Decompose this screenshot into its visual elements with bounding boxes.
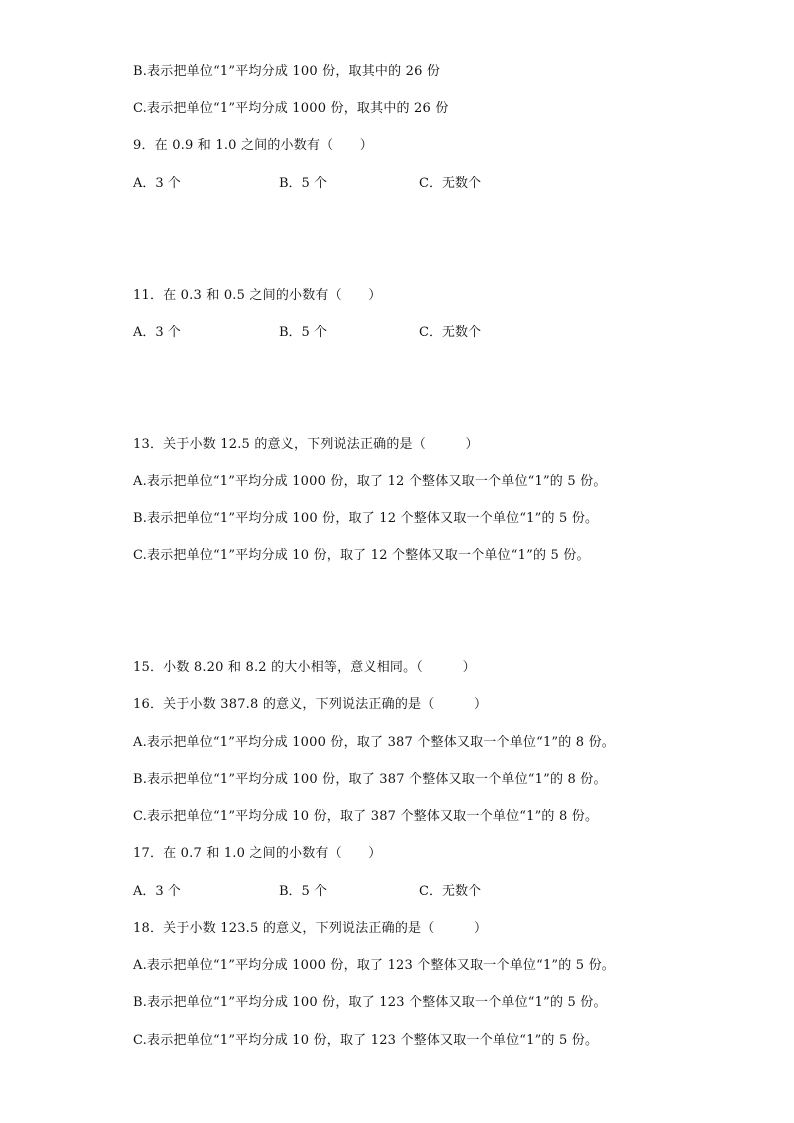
q11-text: 11．在 0.3 和 0.5 之间的小数有（ ） xyxy=(133,288,382,303)
q8-option-b: B.表示把单位“1”平均分成 100 份，取其中的 26 份 xyxy=(133,64,441,79)
q17-option-c: C．无数个 xyxy=(419,884,481,899)
q11-option-a: A．3 个 xyxy=(133,325,181,340)
q18-option-b: B.表示把单位“1”平均分成 100 份，取了 123 个整体又取一个单位“1”的 5 份。 xyxy=(133,995,607,1010)
q11-option-b: B．5 个 xyxy=(279,325,327,340)
q17-option-a: A．3 个 xyxy=(133,884,181,899)
q16-text: 16．关于小数 387.8 的意义，下列说法正确的是（ ） xyxy=(133,697,488,712)
q16-option-b: B.表示把单位“1”平均分成 100 份，取了 387 个整体又取一个单位“1”的 8 份。 xyxy=(133,772,607,787)
q13-text: 13．关于小数 12.5 的意义，下列说法正确的是（ ） xyxy=(133,437,479,452)
q16-option-a: A.表示把单位“1”平均分成 1000 份，取了 387 个整体又取一个单位“1”的 8 份。 xyxy=(133,735,616,750)
q9-option-a: A．3 个 xyxy=(133,176,181,191)
q18-option-a: A.表示把单位“1”平均分成 1000 份，取了 123 个整体又取一个单位“1”的 5 份。 xyxy=(133,958,616,973)
q13-option-c: C.表示把单位“1”平均分成 10 份，取了 12 个整体又取一个单位“1”的 5 份。 xyxy=(133,548,590,563)
q17-text: 17．在 0.7 和 1.0 之间的小数有（ ） xyxy=(133,846,382,861)
q15-text: 15．小数 8.20 和 8.2 的大小相等，意义相同。（ ） xyxy=(133,660,476,675)
q9-text: 9．在 0.9 和 1.0 之间的小数有（ ） xyxy=(133,138,373,153)
q16-option-c: C.表示把单位“1”平均分成 10 份，取了 387 个整体又取一个单位“1”的 8 份。 xyxy=(133,809,599,824)
q8-option-c: C.表示把单位“1”平均分成 1000 份，取其中的 26 份 xyxy=(133,101,449,116)
q9-option-c: C．无数个 xyxy=(419,176,481,191)
q13-option-b: B.表示把单位“1”平均分成 100 份，取了 12 个整体又取一个单位“1”的 5 份。 xyxy=(133,511,599,526)
q13-option-a: A.表示把单位“1”平均分成 1000 份，取了 12 个整体又取一个单位“1”的 5 份。 xyxy=(133,474,607,489)
q17-option-b: B．5 个 xyxy=(279,884,327,899)
q18-text: 18．关于小数 123.5 的意义，下列说法正确的是（ ） xyxy=(133,921,488,936)
q18-option-c: C.表示把单位“1”平均分成 10 份，取了 123 个整体又取一个单位“1”的 5 份。 xyxy=(133,1033,599,1048)
q11-option-c: C．无数个 xyxy=(419,325,481,340)
q9-option-b: B．5 个 xyxy=(279,176,327,191)
